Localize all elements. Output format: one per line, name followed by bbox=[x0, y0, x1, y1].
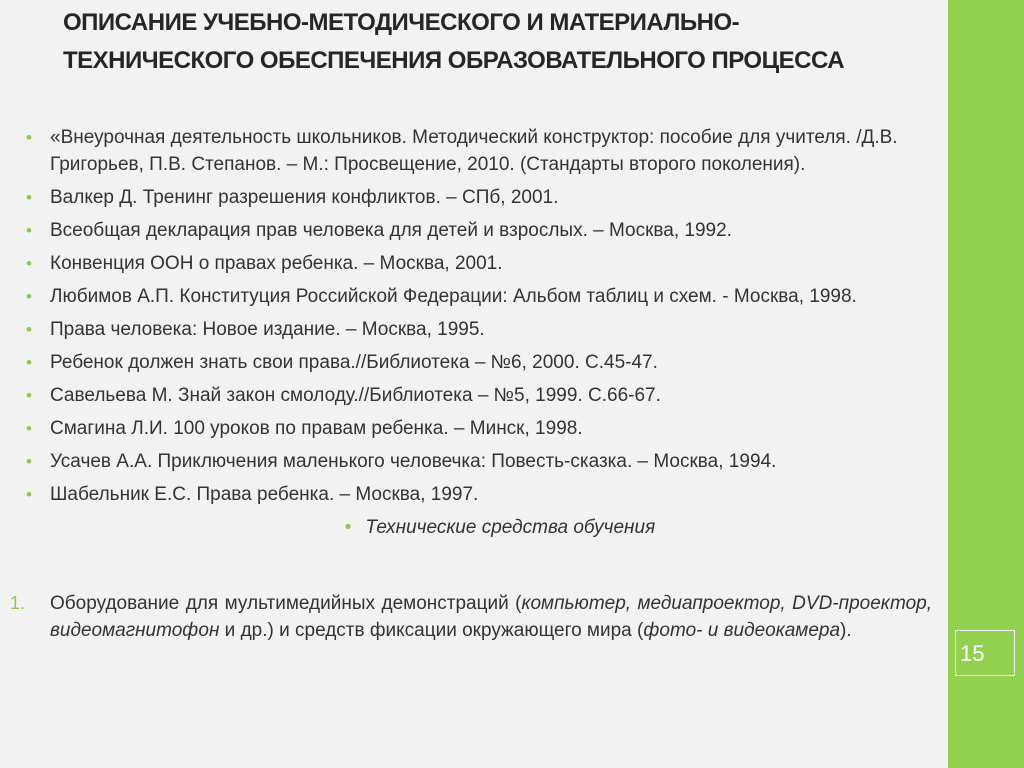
list-item bbox=[0, 250, 940, 277]
bullet-icon: • bbox=[26, 128, 32, 147]
bullet-icon: • bbox=[26, 320, 32, 339]
list-item bbox=[0, 382, 940, 409]
list-item bbox=[0, 316, 940, 343]
list-item-text: «Внеурочная деятельность школьников. Методический конструктор: пособие для учителя. /Д.В. Григорьев, П.В. Степанов. – М.: Просвещение, 2010. (Стандарты второго поколения). bbox=[50, 127, 898, 175]
list-item bbox=[0, 448, 940, 475]
list-item bbox=[0, 283, 940, 310]
bullet-icon: • bbox=[26, 287, 32, 306]
list-item-text: Любимов А.П. Конституция Российской Федерации: Альбом таблиц и схем. - Москва, 1998. bbox=[50, 286, 857, 307]
list-item bbox=[0, 415, 940, 442]
list-item bbox=[0, 349, 940, 376]
reference-list bbox=[0, 124, 940, 547]
item-text-part: ). bbox=[840, 620, 852, 641]
list-item-text: Ребенок должен знать свои права.//Библиотека – №6, 2000. С.45-47. bbox=[50, 352, 658, 373]
numbered-item bbox=[0, 590, 940, 644]
list-item-text: Шабельник Е.С. Права ребенка. – Москва, 1997. bbox=[50, 484, 479, 505]
bullet-icon: • bbox=[26, 419, 32, 438]
bullet-icon: • bbox=[26, 485, 32, 504]
bullet-icon: • bbox=[26, 452, 32, 471]
item-text-part: и др.) и средств фиксации окружающего мира ( bbox=[219, 620, 644, 641]
bullet-icon: • bbox=[26, 188, 32, 207]
numbered-list bbox=[0, 590, 940, 644]
list-item-text: Савельева М. Знай закон смолоду.//Библиотека – №5, 1999. С.66-67. bbox=[50, 385, 661, 406]
item-italic-part: фото- и видеокамера bbox=[643, 620, 841, 641]
bullet-icon: • bbox=[26, 254, 32, 273]
list-item-text: Всеобщая декларация прав человека для детей и взрослых. – Москва, 1992. bbox=[50, 220, 732, 241]
list-item-text: Конвенция ООН о правах ребенка. – Москва, 2001. bbox=[50, 253, 503, 274]
subheading-text: Технические средства обучения bbox=[365, 517, 656, 538]
section-subheading bbox=[0, 514, 940, 541]
list-item bbox=[0, 217, 940, 244]
number-marker: 1. bbox=[10, 593, 26, 613]
bullet-icon: • bbox=[26, 353, 32, 372]
list-item-text: Усачев А.А. Приключения маленького человечка: Повесть-сказка. – Москва, 1994. bbox=[50, 451, 777, 472]
list-item-text: Валкер Д. Тренинг разрешения конфликтов. – СПб, 2001. bbox=[50, 187, 559, 208]
bullet-icon: • bbox=[344, 517, 352, 538]
list-item-text: Права человека: Новое издание. – Москва, 1995. bbox=[50, 319, 485, 340]
list-item bbox=[0, 124, 940, 178]
page-number: 15 bbox=[955, 630, 1015, 676]
list-item bbox=[0, 481, 940, 508]
item-italic-part: компьютер, медиапроектор, DVD-проектор, видеомагнитофон bbox=[50, 593, 932, 641]
list-item bbox=[0, 184, 940, 211]
item-text-part: Оборудование для мультимедийных демонстраций ( bbox=[50, 593, 522, 614]
bullet-icon: • bbox=[26, 386, 32, 405]
bullet-icon: • bbox=[26, 221, 32, 240]
slide-title: ОПИСАНИЕ УЧЕБНО-МЕТОДИЧЕСКОГО И МАТЕРИАЛЬНО-ТЕХНИЧЕСКОГО ОБЕСПЕЧЕНИЯ ОБРАЗОВАТЕЛЬНОГО ПРОЦЕССА bbox=[63, 9, 845, 74]
list-item-text: Смагина Л.И. 100 уроков по правам ребенка. – Минск, 1998. bbox=[50, 418, 583, 439]
